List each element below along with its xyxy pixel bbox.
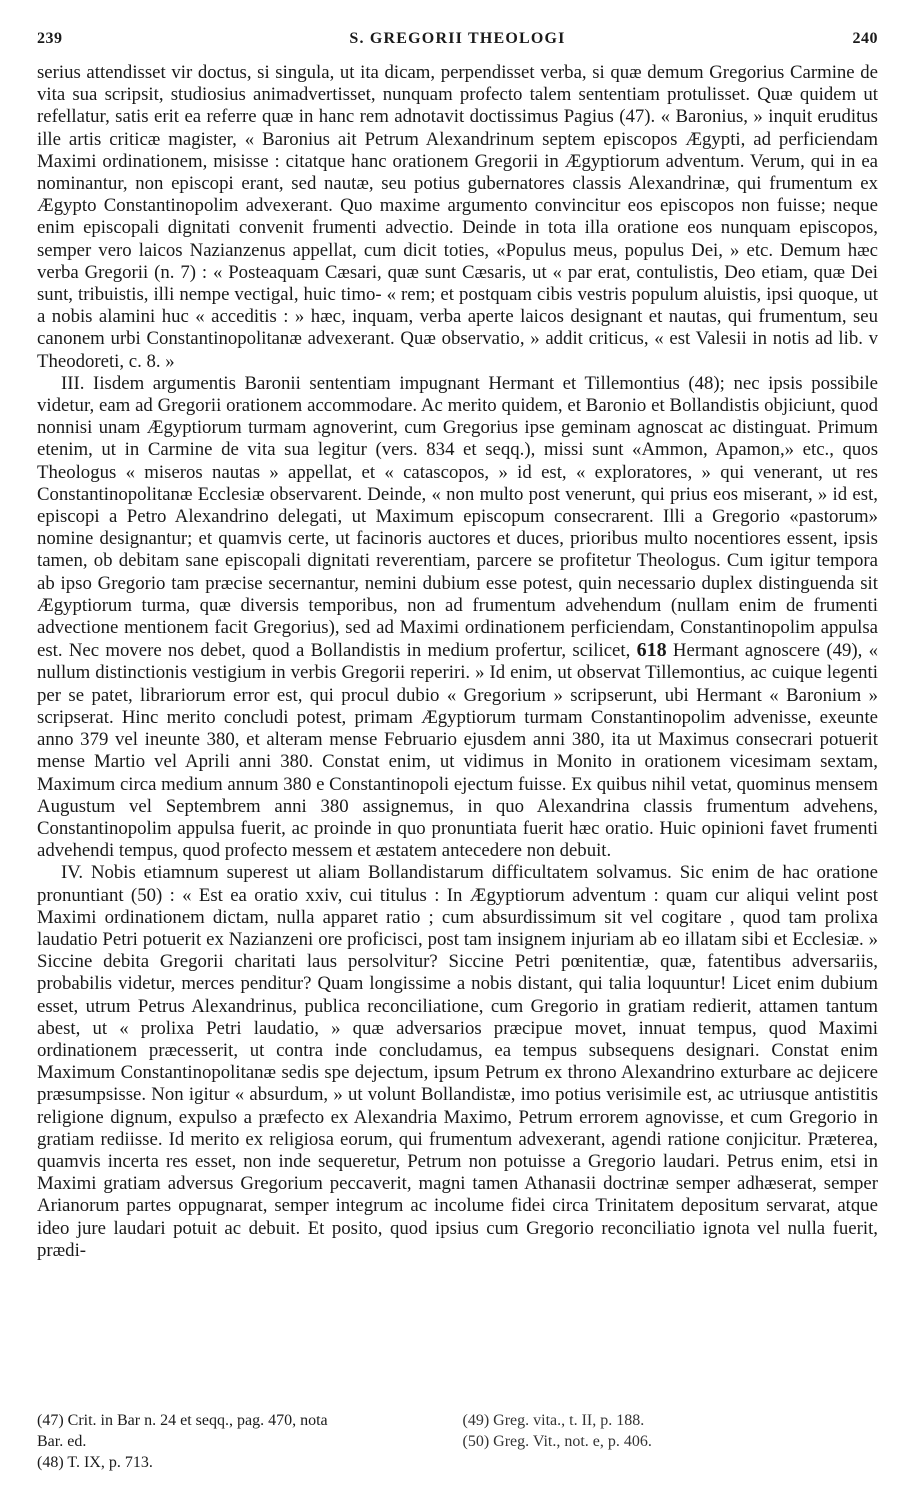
section-iii-text-b: Hermant agnoscere (49), « nullum distinctionis vestigium in verbis Gregorii reperiri. » Id enim, ut observat Tillemontius, ac cuique legenti per se patet, librariorum error est, qui procul dubio « Gregorium » scripserunt, ubi Hermant « Baronium » scripserat. Hinc merito concludi potest, primam Ægyptiorum turmam Constantinopolim advenisse, exeunte anno 379 vel ineunte 380, et alteram mense Februario ejusdem anni 380, ita ut Maximus consecrari potuerit mense Martio vel Aprili anni 380. Constat enim, ut vidimus in Monito in orationem vicesimam sextam, Maximum circa medium annum 380 e Constantinopoli ejectum fuisse. Ex quibus nihil vetat, quominus mensem Augustum vel Septembrem anni 380 assignemus, in quo Alexandrina classis frumentum advehens, Constantinopolim appulsa fuerit, ac proinde in quo pronuntiata fuerit hæc oratio. Huic opinioni favet frumenti advehendi tempus, quod profecto messem et æstatem antecedere non debuit. — [37, 640, 878, 862]
page-number-right: 240 — [852, 30, 878, 47]
main-text — [37, 62, 878, 1262]
footnotes — [37, 1410, 878, 1473]
footnote-47-cont: Bar. ed. — [37, 1433, 87, 1450]
page-number-left: 239 — [37, 30, 63, 47]
paragraph-continued: serius attendisset vir doctus, si singula, ut ita dicam, perpendisset verba, si quæ demum Gregorius Carmine de vita sua scripsit, studiosius animadvertisset, nunquam profecto talem sententiam protulisset. Quæ quidem ut refellatur, satis erit ea referre quæ in hanc rem adnotavit doctissimus Pagius (47). « Baronius, » inquit eruditus ille artis criticæ magister, « Baronius ait Petrum Alexandrinum septem episcopos Ægypti, ad perficiendam Maximi ordinationem, misisse : citatque hanc orationem Gregorii in Ægyptiorum adventum. Verum, qui in ea nominantur, non episcopi erant, sed nautæ, seu potius gubernatores classis Alexandrinæ, qui frumentum ex Ægypto Constantinopolim advexerant. Quo maxime argumento convincitur eos episcopos non fuisse; neque enim episcopali dignitati convenit frumenti advectio. Deinde in tota illa oratione eos nunquam episcopos, semper vero laicos Nazianzenus appellat, cum dicit toties, «Populus meus, populus Dei, » etc. Demum hæc verba Gregorii (n. 7) : « Posteaquam Cæsari, quæ sunt Cæsaris, ut « par erat, contulistis, Deo etiam, quæ Dei sunt, tribuistis, illi nempe vectigal, huic timo- « rem; et postquam cibis vestris populum aluistis, ipsi quoque, ut a nobis alamini huc « acceditis : » hæc, inquam, verba aperte laicos designant et nautas, qui frumentum, seu canonem urbi Constantinopolitanæ advexerant. Quæ observatio, » addit criticus, « est Valesii in notis ad lib. v Theodoreti, c. 8. » — [37, 62, 878, 372]
section-iii-text-a: III. Iisdem argumentis Baronii sententiam impugnant Hermant et Tillemontius (48); nec ipsis possibile videtur, eam ad Gregorii orationem accommodare. Ac merito quidem, et Baronio et Bollandistis objiciunt, quod nonnisi unam Ægyptiorum turmam agnoverint, cum Gregorius ipse geminam agnoscat ac distinguat. Primum etenim, ut in Carmine de vita sua legitur (vers. 834 et seqq.), missi sunt «Ammon, Apamon,» etc., quos Theologus « miseros nautas » appellat, et « catascopos, » id est, « exploratores, » qui venerant, ut res Constantinopolitanæ Ecclesiæ observarent. Deinde, « non multo post venerunt, qui prius eos miserant, » id est, episcopi a Petro Alexandrino delegati, ut Maximum episcopum consecrarent. Illi a Gregorio «pastorum» nomine designantur; et quamvis certe, ut facinoris auctores et duces, prioribus multo nocentiores essent, ipsis tamen, ob debitam sane episcopali dignitati reverentiam, parcere se profitetur Theologus. Cum igitur tempora ab ipso Gregorio tam præcise secernantur, nemini dubium esse potest, quin necessario duplex distinguenda sit Ægyptiorum turma, quæ diversis temporibus, non ad frumentum advehendum (nullam enim de frumenti advectione mentionem facit Gregorius), sed ad Maximi ordinationem perficiendam, Constantinopolim appulsa est. Nec movere nos debet, quod a Bollandistis in medium profertur, scilicet, — [37, 372, 878, 662]
running-header — [37, 30, 878, 56]
section-iii — [37, 373, 878, 862]
margin-number: 618 — [636, 639, 667, 662]
section-iv: IV. Nobis etiamnum superest ut aliam Bollandistarum difficultatem solvamus. Sic enim de hac oratione pronuntiant (50) : « Est ea oratio xxiv, cui titulus : In Ægyptiorum adventum : quam cur aliqui velint post Maximi ordinationem dictam, nulla apparet ratio ; cum absurdissimum sit vel cogitare , quod tam prolixa laudatio Petri potuerit ex Nazianzeni ore proficisci, post tam insignem injuriam ab eo illatam sibi et Ecclesiæ. » Siccine debita Gregorii charitati laus persolvitur? Siccine Petri pœnitentiæ, quæ, fatentibus adversariis, probabilis videtur, merces penditur? Quam longissime a nobis distant, qui talia loquuntur! Licet enim dubium esset, utrum Petrus Alexandrinus, publica reconciliatione, cum Gregorio in gratiam redierit, attamen tantum abest, ut « prolixa Petri laudatio, » quæ adversarios præcipue movet, innuat tempus, quod Maximi ordinationem præcesserit, ut contra inde concludamus, ea tempus subsequens designari. Constat enim Maximum Constantinopolitanæ sedis spe dejectum, ipsum Petrum ex throno Alexandrino exturbare ac dejicere præsumpsisse. Non igitur « absurdum, » ut volunt Bollandistæ, imo potius verisimile est, ac utriusque antistitis religione dignum, expulso a præfecto ex Alexandria Maximo, Petrum errorem agnovisse, et cum Gregorio in gratiam rediisse. Id merito ex religiosa eorum, qui frumentum advexerant, agendi ratione conjicitur. Præterea, quamvis incerta res esset, non inde sequeretur, Petrum non potuisse a Gregorio laudari. Petrus enim, etsi in Maximi gratiam adversus Gregorium peccaverit, magni tamen Athanasii doctrinæ semper adhæserat, semper Arianorum partes oppugnarat, semper integrum ac incolume fidei circa Trinitatem depositum servarat, atque ideo jure laudari potuit ac debuit. Et posito, quod ipsius cum Gregorio reconciliatio ignota vel nulla fuerit, prædi- — [37, 862, 878, 1261]
footnote-50: (50) Greg. Vit., not. e, p. 406. — [462, 1433, 652, 1450]
footnotes-right — [453, 1410, 879, 1473]
running-title: S. GREGORII THEOLOGI — [349, 30, 566, 47]
footnote-48: (48) T. IX, p. 713. — [37, 1454, 153, 1471]
footnote-47: (47) Crit. in Bar n. 24 et seqq., pag. 470, nota — [37, 1412, 328, 1429]
footnotes-left — [37, 1410, 453, 1473]
footnote-49: (49) Greg. vita., t. II, p. 188. — [462, 1412, 645, 1429]
